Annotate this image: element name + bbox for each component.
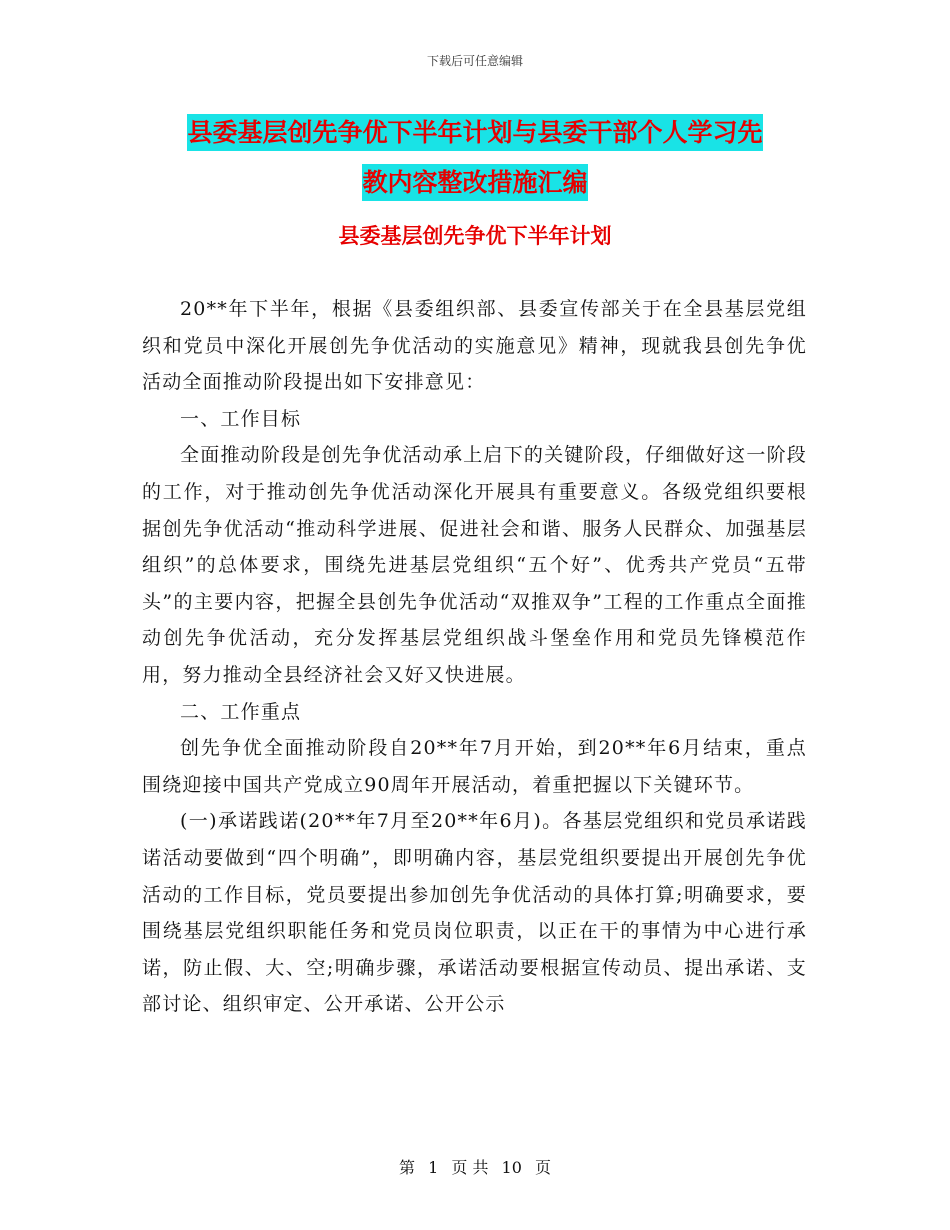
body-text: [142, 291, 807, 1023]
heading-work-focus: 二、工作重点: [180, 700, 302, 723]
main-title-line2: 教内容整改措施汇编: [362, 164, 587, 201]
section-title: 县委基层创先争优下半年计划: [338, 224, 612, 248]
page-footer: [0, 1155, 950, 1178]
paragraph-work-focus: 创先争优全面推动阶段自20**年7月开始，到20**年6月结束，重点围绕迎接中国共产党成立90周年开展活动，着重把握以下关键环节。: [142, 737, 807, 796]
footer-prefix: 第: [398, 1158, 415, 1177]
heading-work-goal: 一、工作目标: [180, 407, 302, 430]
paragraph-work-goal: 全面推动阶段是创先争优活动承上启下的关键阶段，仔细做好这一阶段的工作，对于推动创先争优活动深化开展具有重要意义。各级党组织要根据创先争优活动“推动科学进展、促进社会和谐、服务人民群众、加强基层组织”的总体要求，围绕先进基层党组织“五个好”、优秀共产党员“五带头”的主要内容，把握全县创先争优活动“双推双争”工程的工作重点全面推动创先争优活动，充分发挥基层党组织战斗堡垒作用和党员先锋模范作用，努力推动全县经济社会又好又快进展。: [142, 444, 807, 686]
header-note: 下载后可任意编辑: [426, 54, 523, 68]
footer-page-number: 1: [428, 1158, 439, 1177]
main-title-line1: 县委基层创先争优下半年计划与县委干部个人学习先: [187, 114, 762, 151]
paragraph-intro: 20**年下半年，根据《县委组织部、县委宣传部关于在全县基层党组织和党员中深化开展创先争优活动的实施意见》精神，现就我县创先争优活动全面推动阶段提出如下安排意见：: [142, 298, 807, 394]
footer-total-pages: 10: [501, 1158, 522, 1177]
main-title: [140, 108, 810, 208]
footer-suffix: 页: [535, 1158, 552, 1177]
footer-middle: 页 共: [451, 1158, 489, 1177]
paragraph-commitment: (一)承诺践诺(20**年7月至20**年6月)。各基层党组织和党员承诺践诺活动要做到“四个明确”，即明确内容，基层党组织要提出开展创先争优活动的工作目标，党员要提出参加创先争优活动的具体打算;明确要求，要围绕基层党组织职能任务和党员岗位职责，以正在干的事情为中心进行承诺，防止假、大、空;明确步骤，承诺活动要根据宣传动员、提出承诺、支部讨论、组织审定、公开承诺、公开公示: [142, 810, 807, 1016]
